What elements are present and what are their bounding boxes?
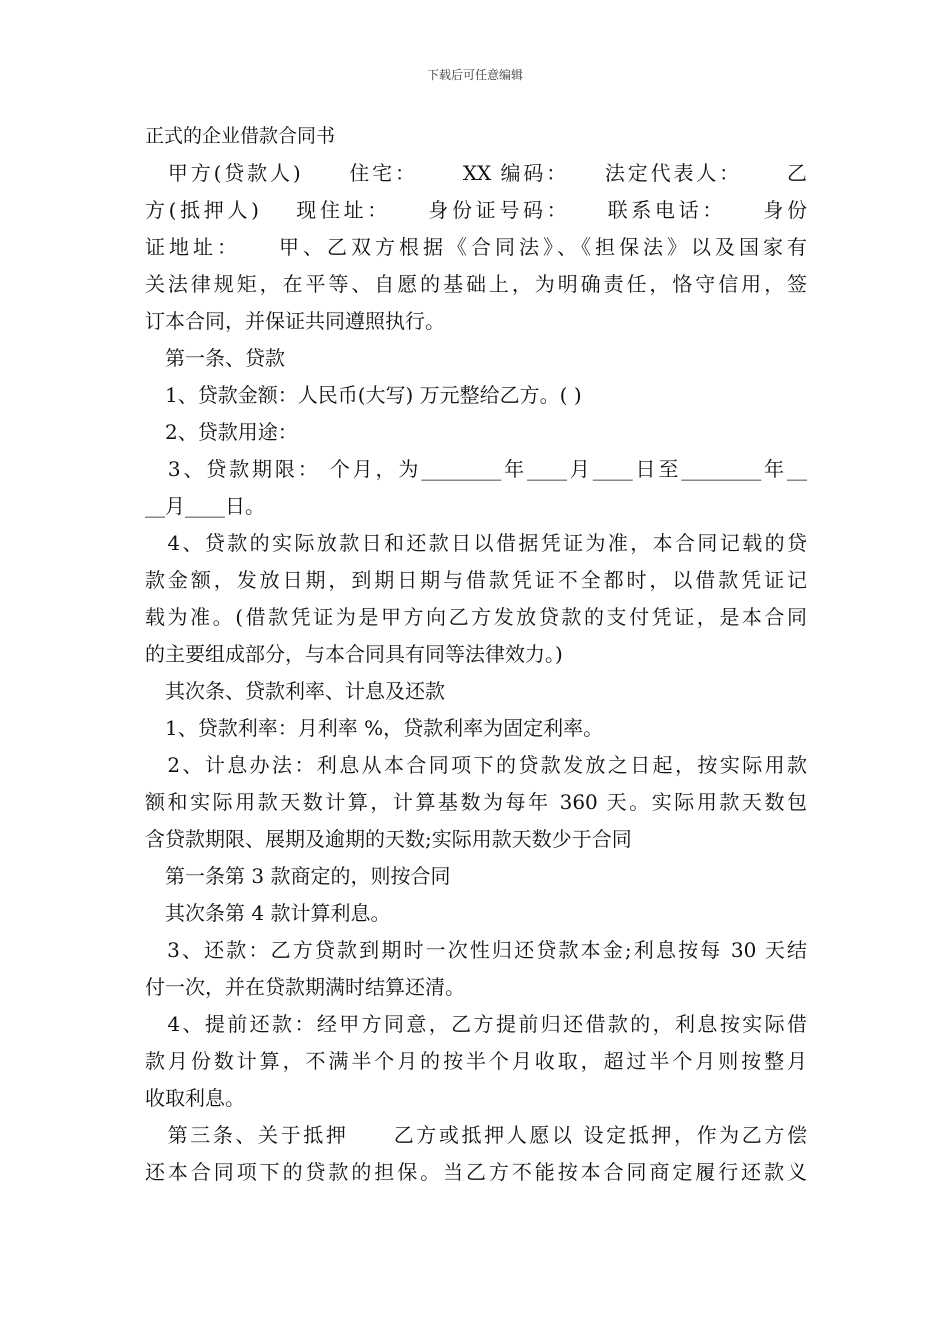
document-line: 还本合同项下的贷款的担保。当乙方不能按本合同商定履行还款义: [145, 1160, 807, 1184]
document-line: 2、计息办法：利息从本合同项下的贷款发放之日起，按实际用款: [145, 753, 807, 777]
document-line: 载为准。(借款凭证为是甲方向乙方发放贷款的支付凭证，是本合同: [145, 605, 807, 629]
document-line: 款金额，发放日期，到期日期与借款凭证不全都时，以借款凭证记: [145, 568, 807, 592]
document-line: __月____日。: [145, 494, 265, 518]
document-line: 额和实际用款天数计算，计算基数为每年 360 天。实际用款天数包: [145, 790, 807, 814]
document-line: 4、贷款的实际放款日和还款日以借据凭证为准，本合同记载的贷: [145, 531, 807, 555]
document-title: 正式的企业借款合同书: [145, 125, 336, 147]
document-line: 2、贷款用途：: [145, 420, 298, 444]
document-body: [145, 118, 807, 1191]
document-line: 4、提前还款：经甲方同意，乙方提前归还借款的，利息按实际借: [145, 1012, 807, 1036]
document-line: 关法律规矩，在平等、自愿的基础上，为明确责任，恪守信用，签: [145, 272, 807, 296]
document-line: 甲方(贷款人) 住宅： XX 编码： 法定代表人： 乙: [145, 161, 807, 185]
document-line: 收取利息。: [145, 1086, 245, 1110]
document-line: 第一条、贷款: [145, 346, 285, 370]
document-paragraphs: [145, 155, 807, 1191]
document-line: 1、贷款利率：月利率 %，贷款利率为固定利率。: [145, 716, 604, 740]
document-line: 订本合同，并保证共同遵照执行。: [145, 309, 445, 333]
document-line: 第一条第 3 款商定的，则按合同: [145, 864, 451, 888]
document-line: 其次条第 4 款计算利息。: [145, 901, 391, 925]
document-line: 其次条、贷款利率、计息及还款: [145, 679, 445, 703]
document-line: 第三条、关于抵押 乙方或抵押人愿以 设定抵押，作为乙方偿: [145, 1123, 807, 1147]
document-line: 1、贷款金额：人民币(大写) 万元整给乙方。( ): [145, 383, 582, 407]
document-line: 款月份数计算，不满半个月的按半个月收取，超过半个月则按整月: [145, 1049, 807, 1073]
document-line: 的主要组成部分，与本合同具有同等法律效力。): [145, 642, 563, 666]
document-line: 3、贷款期限： 个月，为________年____月____日至________年__: [145, 457, 807, 481]
document-line: 方(抵押人) 现住址： 身份证号码： 联系电话： 身份: [145, 198, 807, 222]
document-line: 3、还款：乙方贷款到期时一次性归还贷款本金;利息按每 30 天结: [145, 938, 807, 962]
document-line: 证地址： 甲、乙双方根据《合同法》、《担保法》以及国家有: [145, 235, 807, 259]
page-header-note: 下载后可任意编辑: [426, 68, 523, 82]
document-line: 付一次，并在贷款期满时结算还清。: [145, 975, 465, 999]
document-line: 含贷款期限、展期及逾期的天数;实际用款天数少于合同: [145, 827, 632, 851]
